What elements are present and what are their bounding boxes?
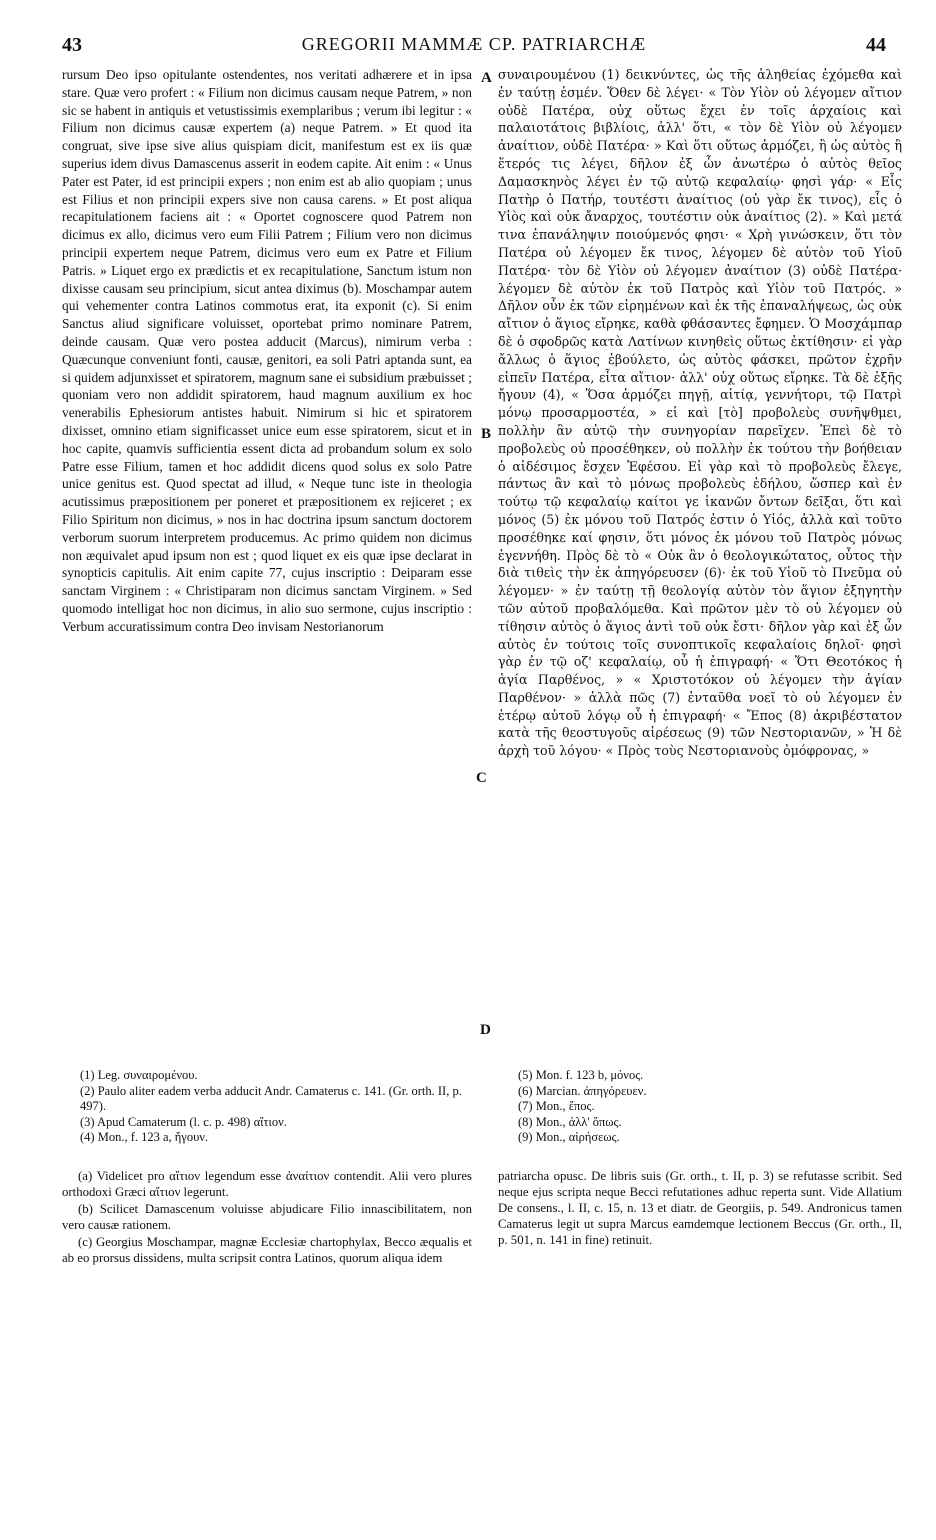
latin-text: rursum Deo ipso opitulante ostendentes, nos veritati adhærere et in ipsa stare. Quæ vero profert : « Filium non dicimus causam neque Patrem, » non sic se habent in antiquis et vetustissimis exemplaribus ; verum ibi legitur : « Filium non dicimus causæ expertem (a) neque Patrem. » Et quod ita congruat, sive ipse sive alius quispiam dicit, manifestum est ex iis quæ superius idem divus Damascenus asserit in eodem capite. Ait enim : « Unus Pater est Pater, id est principii expers ; non enim est ab alio quopiam ; unus est Filius et non principii expers sive non causa carens. » Et post aliqua recapitulationem faciens ait : « Oportet cognoscere quod Patrem non dicimus ex allo, dicimus vero eum Filii Patrem ; Filium vero non dicimus principii expertem neque Patrem, dicimus vero eum ex Patre et Filium Patris. » Liquet ergo ex prædictis et ex recapitulatione, Sanctum istum non dixisse causam seu principium, sicut antea diximus (b). Moschampar autem qui vehementer contra Latinos commotus erat, ita exponit (c). Si enim Sanctus aliud significare voluisset, oportebat primo nominare Patrem, deinde causam. Quæ vero postea adducit (Marcus), nimirum verba : Quæcunque conveniunt fonti, causæ, genitori, ea soli Patri aptanda sunt, ea si quidem adjunxisset et spiratorem, magnum sane ei subsidium præbuisset ; quoniam vero non addidit spiratorem, haud magnum auxilium ex hoc venerabilis Ephesiorum antistes habuit. Nimirum si hic et spiratorem dixisset, omnino etiam significasset unice eum esse spiratorem, sicut et in hoc capite, quamvis sufficientia essent dicta ad probandum solum ex solo Patre esse Filium, tamen et hoc addidit dicens quod solus ex solo Patre unice genitus est. Quod spectat ad illud, « Neque tunc iste in theologia acutissimus præpositionem per poneret et præpositionem ex rejiceret ; ex Filio Spiritum non dicimus, » nos in hac doctrina ipsum sanctum doctorem verborum suorum interpretem producemus. Ac primo quidem non dicimus non æquivalet apud ipsum non est ; quod liquet ex eis quæ ipse declarat in synopticis capitulis. Ait enim capite 77, cujus inscriptio : Deiparam esse sanctam Virginem : « Christiparam non dicimus sanctam Virginem. » Sed quomodo intelligat hoc non dicimus, in alio suo sermone, cujus inscriptio : Verbum accuratissimum contra Deo invisam Nestorianorum [62, 67, 472, 634]
greek-column [498, 66, 902, 760]
editor-note: (b) Scilicet Damascenum voluisse abjudicare Filio innascibilitatem, non vero causæ rationem. [62, 1202, 472, 1232]
footnote: (2) Paulo aliter eadem verba adducit Andr. Camaterus c. 141. (Gr. orth. II, p. 497). [80, 1083, 462, 1113]
editor-notes-left [62, 1168, 472, 1267]
footnote: (9) Mon., αἱρήσεως. [518, 1130, 620, 1144]
footnote: (5) Mon. f. 123 b, μόνος. [518, 1068, 644, 1082]
footnote: (7) Mon., ἔπος. [518, 1099, 595, 1113]
footnotes-right [518, 1068, 898, 1146]
editor-note: patriarcha opusc. De libris suis (Gr. orth., t. II, p. 3) se refutasse scribit. Sed neque ejus scripta neque Becci refutationes adhuc reperta sunt. Vide Allatium De consens., l. II, c. 15, n. 13 et diatr. de Georgiis, p. 549. Andronicus tamen Camaterus legit ut supra Marcus eamdemque lectionem Beccus (Gr. orth., II, p. 501, n. 141 in fine) retinuit. [498, 1169, 902, 1247]
page-number-left: 43 [62, 34, 82, 56]
page-number-right: 44 [866, 34, 886, 56]
editor-notes-right [498, 1168, 902, 1249]
running-title: GREGORII MAMMÆ CP. PATRIARCHÆ [301, 34, 647, 54]
editor-note: (a) Videlicet pro αἴτιον legendum esse ἀναίτιον contendit. Alii vero plures orthodoxi Græci αἴτιον legerunt. [62, 1169, 472, 1199]
margin-letter-b: B [481, 426, 492, 442]
footnotes-left [80, 1068, 470, 1146]
page-header [62, 34, 886, 58]
footnote: (3) Apud Camaterum (l. c. p. 498) αἴτιον. [80, 1114, 287, 1129]
footnote: (4) Mon., f. 123 a, ἤγουν. [80, 1130, 209, 1144]
greek-text: συναιρουμένου (1) δεικνύντες, ὡς τῆς ἀληθείας ἐχόμεθα καὶ ἐν ταύτῃ ἐσμέν. Ὅθεν δὲ λέγει· « Τὸν Υἱὸν οὐ λέγομεν αἴτιον οὐδὲ Πατέρα, οὐχ οὕτως ἔχει ἐν τοῖς ἀρχαίοις καὶ παλαιοτάτοις βιβλίοις, ἀλλ' ὅτι, « τὸν δὲ Υἱὸν οὐ λέγομεν ἀναίτιον, οὐδὲ Πατέρα· » Καὶ ὅτι οὕτως ἁρμόζει, ἢ ὡς αὐτὸς ἢ ἕτερός τις λέγει, δῆλον ἐξ ὧν ἀνωτέρω ὁ αὐτὸς θεῖος Δαμασκηνὸς λέγει ἐν τῷ αὐτῷ κεφαλαίῳ· φησὶ γάρ· « Εἷς Πατὴρ ὁ Πατήρ, τουτέστι ἀναίτιος (οὐ γὰρ ἔκ τινος), εἷς ὁ Υἱὸς καὶ οὐκ ἄναρχος, τουτέστιν οὐκ ἀναίτιος (2). » Καὶ μετά τινα ἐπανάληψιν ποιούμενός φησι· « Χρὴ γινώσκειν, ὅτι τὸν Πατέρα οὐ λέγομεν ἔκ τινος, λέγομεν δὲ αὐτὸν τοῦ Υἱοῦ Πατέρα· τὸν δὲ Υἱὸν οὐ λέγομεν ἀναίτιον (3) οὐδὲ Πατέρα· λέγομεν δὲ αὐτὸν ἐκ τοῦ Πατρὸς καὶ Υἱὸν τοῦ Πατρός. » Δῆλον οὖν ἐκ τῶν εἰρημένων καὶ ἐκ τῆς ἐπαναλήψεως, ὡς οὐκ αἴτιον ὁ ἅγιος εἴρηκε, καθὰ φθάσαντες ἔφημεν. Ὁ Μοσχάμπαρ δὲ ὁ σφοδρῶς κατὰ Λατίνων κινηθεὶς οὕτως ἐκτίθησιν· εἰ γὰρ ἄλλως ὁ ἅγιος ἐβούλετο, ὡς αὐτὸς φάσκει, πρῶτον ἐχρῆν εἰπεῖν Πατέρα, εἶτα αἴτιον· ἀλλ' οὐχ οὕτως εἴρηκε. Τὰ δὲ ἑξῆς ἤγουν (4), « Ὅσα ἁρμόζει πηγῇ, αἰτίᾳ, γεννήτορι, τῷ Πατρὶ μόνῳ προσαρμοστέα, » εἰ καὶ [τὸ] προβολεὺς συνῆψθμει, πολλὴν ἂν αὐτῷ τὴν συνηγορίαν παρεῖχεν. Ἐπεὶ δὲ τὸ προβολεὺς οὐ προσέθηκεν, οὐ πολλὴν ἐκ τούτου τὴν βοήθειαν ὁ αἰδέσιμος ἔσχεν Ἐφέσου. Εἰ γὰρ καὶ τὸ προβολεὺς ἔλεγε, πάντως ἂν καὶ τὸ μόνως προβολεὺς ἐδήλου, ὥσπερ καὶ ἐν τούτῳ τῷ κεφαλαίῳ καίτοι γε ἱκανῶν ὄντων δεῖξαι, ὅτι καὶ μόνος (5) ἐκ μόνου τοῦ Πατρός ἐστιν ὁ Υἱός, ἀλλὰ καὶ τοῦτο προσέθηκε καί φησιν, ὅτι μόνος ἐκ μόνου τοῦ Πατρὸς μόνως ἐγεννήθη. Πρὸς δὲ τὸ « Οὐκ ἂν ὁ θεολογικώτατος, οὗτος τὴν διὰ τιθεὶς τὴν ἐκ ἀπηγόρευσεν (6)· ἐκ τοῦ Υἱοῦ τὸ Πνεῦμα οὐ λέγομεν· » ἐν ταύτῃ τῇ θεολογίᾳ αὐτὸν τὸν ἅγιον ἐξηγητὴν τῶν αὐτοῦ προβαλόμεθα. Καὶ πρῶτον μὲν τὸ οὐ λέγομεν οὐ τίθησιν αὐτὸς ὁ ἅγιος ἀντὶ τοῦ οὐκ ἔστι· δῆλον γὰρ καὶ ἐξ ὧν αὐτὸς ἐν τούτοις τοῖς συνοπτικοῖς κεφαλαίοις δηλοῖ· φησὶ γὰρ ἐν τῷ οζ' κεφαλαίῳ, οὗ ἡ ἐπιγραφή· « Ὅτι Θεοτόκος ἡ ἁγία Παρθένος, » « Χριστοτόκον οὐ λέγομεν τὴν ἁγίαν Παρθένον· » ἀλλὰ πῶς (7) ἐνταῦθα νοεῖ τὸ οὐ λέγομεν ἐν ἑτέρῳ αὐτοῦ λόγῳ οὗ ἡ ἐπιγραφή· « Ἔπος (8) ἀκριβέστατον κατὰ τῆς θεοστυγοῦς αἱρέσεως (9) τῶν Νεστοριανῶν, » Ἡ δὲ ἀρχὴ τοῦ λόγου· « Πρὸς τοὺς Νεστοριανοὺς ὁμόφρονας, » [498, 67, 902, 759]
margin-letter-a: A [481, 70, 492, 86]
footnote: (8) Mon., ἀλλ' ὅπως. [518, 1114, 622, 1129]
footnote: (6) Marcian. ἀπηγόρευεν. [518, 1083, 647, 1098]
margin-letter-d: D [480, 1022, 491, 1038]
margin-letter-c: C [476, 770, 487, 786]
latin-column [62, 66, 472, 636]
editor-note: (c) Georgius Moschampar, magnæ Ecclesiæ chartophylax, Becco æqualis et ab eo prorsus dissidens, multa scripsit contra Latinos, quorum aliqua idem [62, 1235, 472, 1265]
footnote: (1) Leg. συναιρομένου. [80, 1068, 198, 1082]
